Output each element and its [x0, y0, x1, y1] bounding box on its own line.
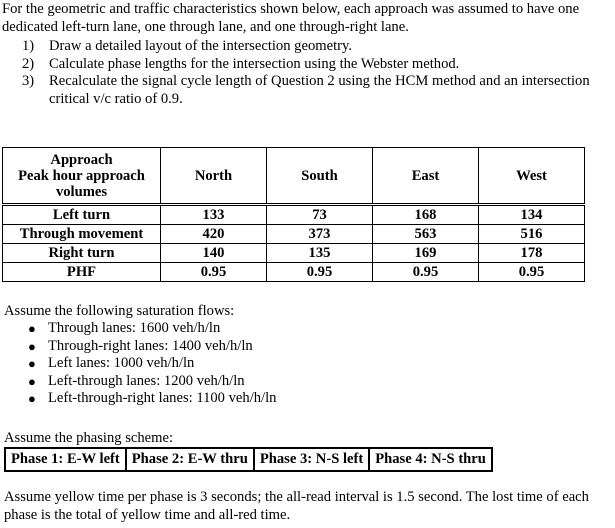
- table-cell: 134: [479, 205, 585, 225]
- bullet-icon: ●: [28, 391, 36, 406]
- saturation-list: [28, 320, 276, 408]
- saturation-item-text: Left lanes: 1000 veh/h/ln: [48, 355, 195, 371]
- table-cell: 563: [373, 225, 479, 244]
- bullet-icon: ●: [28, 356, 36, 371]
- list-item: [28, 338, 276, 356]
- table-cell: 0.95: [161, 263, 267, 282]
- question-number: 1): [22, 38, 35, 54]
- phase-cell: Phase 2: E-W thru: [126, 448, 254, 471]
- saturation-item-text: Through-right lanes: 1400 veh/h/ln: [48, 337, 253, 354]
- column-header-west: West: [479, 148, 585, 205]
- table-cell: 73: [267, 205, 373, 225]
- phasing-row: [5, 448, 492, 471]
- saturation-item-text: Left-through-right lanes: 1100 veh/h/ln: [48, 390, 277, 406]
- question-text: Draw a detailed layout of the intersection geometry.: [49, 38, 352, 54]
- table-cell: 0.95: [373, 263, 479, 282]
- column-header-south: South: [267, 148, 373, 205]
- saturation-title: Assume the following saturation flows:: [4, 303, 235, 319]
- table-row: [3, 244, 585, 263]
- saturation-item-text: Left-through lanes: 1200 veh/h/ln: [48, 372, 245, 389]
- table-row: [3, 263, 585, 282]
- phasing-title: Assume the phasing scheme:: [4, 430, 174, 446]
- phasing-table: [4, 447, 493, 472]
- table-cell: 0.95: [267, 263, 373, 282]
- question-number: 3): [22, 73, 35, 89]
- question-item: [22, 38, 602, 56]
- intro-paragraph: For the geometric and traffic characteristics shown below, each approach was assumed to have one dedicated left-turn lane, one through lane, and one through-right lane.: [2, 1, 580, 35]
- table-cell: 168: [373, 205, 479, 225]
- table-cell: 178: [479, 244, 585, 263]
- question-list: [22, 38, 602, 108]
- table-cell: 516: [479, 225, 585, 244]
- question-text: Calculate phase lengths for the intersection using the Webster method.: [49, 55, 460, 72]
- table-cell: 0.95: [479, 263, 585, 282]
- list-item: [28, 320, 276, 338]
- question-item: [22, 73, 602, 108]
- question-item: [22, 56, 602, 74]
- approach-header-line: Approach: [50, 151, 113, 168]
- saturation-item-text: Through lanes: 1600 veh/h/ln: [48, 320, 221, 336]
- bullet-icon: ●: [28, 338, 36, 354]
- row-label: Through movement: [3, 225, 161, 244]
- table-cell: 133: [161, 205, 267, 225]
- table-cell: 140: [161, 244, 267, 263]
- list-item: [28, 373, 276, 391]
- row-label: Right turn: [3, 244, 161, 263]
- volume-table-header-row: [3, 148, 585, 205]
- row-label: PHF: [3, 263, 161, 282]
- phase-cell: Phase 1: E-W left: [5, 448, 126, 471]
- column-header-north: North: [161, 148, 267, 205]
- bullet-icon: ●: [28, 373, 36, 389]
- approach-header-line: Peak hour approach: [18, 167, 145, 184]
- table-row: [3, 225, 585, 244]
- table-cell: 373: [267, 225, 373, 244]
- table-row: [3, 205, 585, 225]
- column-header-east: East: [373, 148, 479, 205]
- bullet-icon: ●: [28, 321, 36, 336]
- phase-cell: Phase 3: N-S left: [254, 448, 369, 471]
- question-text: Recalculate the signal cycle length of Question 2 using the HCM method and an intersection critical v/c ratio of 0.9.: [49, 73, 590, 107]
- list-item: [28, 355, 276, 373]
- phase-cell: Phase 4: N-S thru: [369, 448, 492, 471]
- table-cell: 135: [267, 244, 373, 263]
- volume-table: [2, 147, 585, 282]
- closing-paragraph: Assume yellow time per phase is 3 seconds; the all-read interval is 1.5 second. The lost time of each phase is the total of yellow time and all-red time.: [4, 489, 589, 523]
- question-number: 2): [22, 55, 35, 72]
- list-item: [28, 390, 276, 408]
- table-cell: 169: [373, 244, 479, 263]
- approach-header-cell: [3, 148, 161, 205]
- table-cell: 420: [161, 225, 267, 244]
- row-label: Left turn: [3, 205, 161, 225]
- approach-header-line: volumes: [55, 183, 108, 200]
